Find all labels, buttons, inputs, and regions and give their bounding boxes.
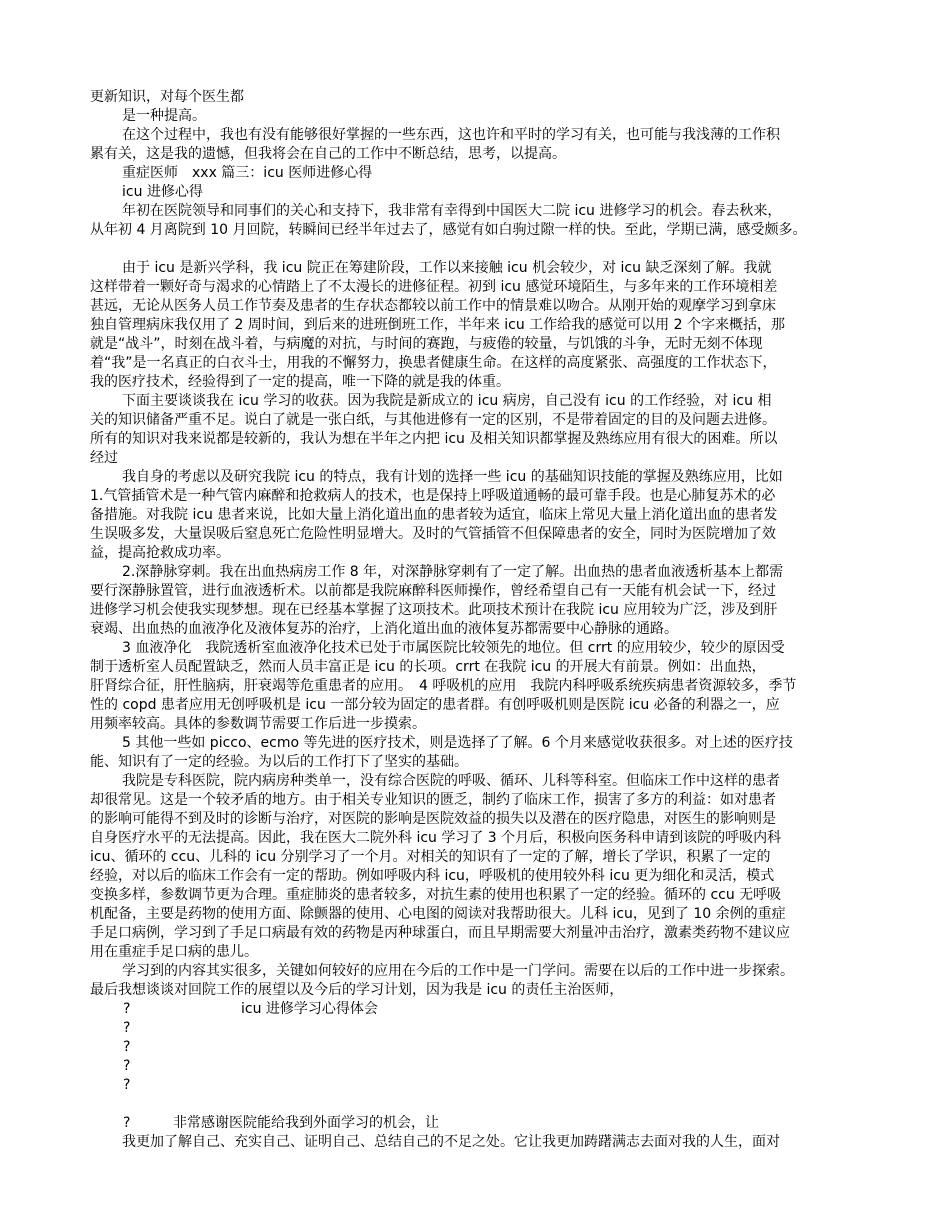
text-line: 生误吸多发，大量误吸后窒息死亡危险性明显增大。及时的气管插管不但保障患者的安全，同时为医院增加了效 <box>90 526 776 542</box>
text-line: 用频率较高。具体的参数调节需要工作后进一步摸索。 <box>90 716 426 732</box>
text-line: 用在重症手足口病的患儿。 <box>90 944 258 960</box>
text-line: 重症医师 xxx 篇三：icu 医师进修心得 <box>122 165 373 181</box>
text-line: 由于 icu 是新兴学科，我 icu 院正在筹建阶段，工作以来接触 icu 机会较少，对 icu 缺乏深刻了解。我就 <box>122 260 772 276</box>
question-mark: ? <box>123 1039 131 1055</box>
text-line: 累有关，这是我的遗憾，但我将会在自己的工作中不断总结，思考，以提高。 <box>90 146 566 162</box>
text-line: 机配备，主要是药物的使用方面、除颤器的使用、心电图的阅读对我帮助很大。儿科 icu，见到了 10 余例的重症 <box>90 906 786 922</box>
question-text: icu 进修学习心得体会 <box>241 1001 378 1017</box>
text-line: 肝肾综合征，肝性脑病，肝衰竭等危重患者的应用。 4 呼吸机的应用 我院内科呼吸系统疾病患者资源较多，季节 <box>90 678 797 694</box>
blank-line <box>90 1095 862 1114</box>
text-line: 在这个过程中，我也有没有能够很好掌握的一些东西，这也许和平时的学习有关，也可能与我浅薄的工作积 <box>122 127 780 143</box>
text-line: 要行深静脉置管，进行血液透析术。以前都是我院麻醉科医师操作，曾经希望自己有一天能有机会试一下，经过 <box>90 583 776 599</box>
text-line: 年初在医院领导和同事们的关心和支持下，我非常有幸得到中国医大二院 icu 进修学习的机会。春去秋来， <box>122 203 782 219</box>
text-line: 制于透析室人员配置缺乏，然而人员丰富正是 icu 的长项。crrt 在我院 icu 的开展大有前景。例如：出血热， <box>90 659 766 675</box>
text-line: icu、循环的 ccu、儿科的 icu 分别学习了一个月。对相关的知识有了一定的了解，增长了学识，积累了一定的 <box>90 849 771 865</box>
text-line: 从年初 4 月离院到 10 月回院，转瞬间已经半年过去了，感觉有如白驹过隙一样的快。至此，学期已满，感受颇多。 <box>90 222 807 238</box>
text-line: 甚远，无论从医务人员工作节奏及患者的生存状态都较以前工作中的情景难以吻合。从刚开始的观摩学习到拿床 <box>90 298 776 314</box>
document-page <box>90 88 862 1152</box>
text-line: 5 其他一些如 picco、ecmo 等先进的医疗技术，则是选择了了解。6 个月来感觉收获很多。对上述的医疗技 <box>122 735 793 751</box>
text-line: 的影响可能得不到及时的诊断与治疗，对医院的影响是医院效益的损失以及潜在的医疗隐患，对医生的影响则是 <box>90 811 776 827</box>
text-line: 经验，对以后的临床工作会有一定的帮助。例如呼吸内科 icu，呼吸机的使用较外科 icu 更为细化和灵活，模式 <box>90 868 775 884</box>
text-line: icu 进修心得 <box>122 184 203 200</box>
question-mark: ? <box>123 1058 131 1074</box>
text-line: 我自身的考虑以及研究我院 icu 的特点，我有计划的选择一些 icu 的基础知识技能的掌握及熟练应用，比如 <box>122 469 783 485</box>
text-line: 是一种提高。 <box>122 108 206 124</box>
text-line: 我的医疗技术，经验得到了一定的提高，唯一下降的就是我的体重。 <box>90 374 510 390</box>
question-text: 非常感谢医院能给我到外面学习的机会，让 <box>173 1115 439 1131</box>
text-line: 2.深静脉穿刺。我在出血热病房工作 8 年，对深静脉穿刺有了一定了解。出血热的患者血液透析基本上都需 <box>122 564 784 580</box>
text-line: 备措施。对我院 icu 患者来说，比如大量上消化道出血的患者较为适宜，临床上常见大量上消化道出血的患者发 <box>90 507 778 523</box>
text-line: 我更加了解自己、充实自己、证明自己、总结自己的不足之处。它让我更加踌躇满志去面对我的人生，面对 <box>122 1134 780 1150</box>
text-line: 关的知识储备严重不足。说白了就是一张白纸，与其他进修有一定的区别，不是带着固定的目的及问题去进修。 <box>90 412 776 428</box>
text-line: 衰竭、出血热的血液净化及液体复苏的治疗，上消化道出血的液体复苏都需要中心静脉的通路。 <box>90 621 678 637</box>
text-line: 却很常见。这是一个较矛盾的地方。由于相关专业知识的匮乏，制约了临床工作，损害了多方的利益：如对患者 <box>90 792 776 808</box>
text-line: 性的 copd 患者应用无创呼吸机是 icu 一部分较为固定的患者群。有创呼吸机则是医院 icu 必备的利器之一，应 <box>90 697 780 713</box>
text-line: 着“我”是一名真正的白衣斗士，用我的不懈努力，换患者健康生命。在这样的高度紧张、高强度的工作状态下， <box>90 355 777 371</box>
text-line: 下面主要谈谈我在 icu 学习的收获。因为我院是新成立的 icu 病房，自己没有 icu 的工作经验，对 icu 相 <box>122 393 772 409</box>
blank-line <box>90 240 862 259</box>
text-line: 益，提高抢救成功率。 <box>90 545 230 561</box>
text-line: 进修学习机会使我实现梦想。现在已经基本掌握了这项技术。此项技术预计在我院 icu 应用较为广泛，涉及到肝 <box>90 602 778 618</box>
text-line: 学习到的内容其实很多，关键如何较好的应用在今后的工作中是一门学问。需要在以后的工作中进一步探索。 <box>122 963 794 979</box>
text-line: 1.气管插管术是一种气管内麻醉和抢救病人的技术，也是保持上呼吸道通畅的最可靠手段。也是心肺复苏术的必 <box>90 488 776 504</box>
text-line: 3 血液净化 我院透析室血液净化技术已处于市属医院比较领先的地位。但 crrt 的应用较少，较少的原因受 <box>122 640 785 656</box>
text-line: 我院是专科医院，院内病房种类单一，没有综合医院的呼吸、循环、儿科等科室。但临床工作中这样的患者 <box>122 773 780 789</box>
text-line: 更新知识，对每个医生都 <box>90 89 244 105</box>
question-line <box>90 1114 862 1133</box>
question-line <box>90 1000 862 1019</box>
text-line: 就是“战斗”，时刻在战斗着，与病魔的对抗，与时间的赛跑，与疲倦的较量，与饥饿的斗争，无时无刻不体现 <box>90 336 763 352</box>
text-line: 这样带着一颗好奇与渴求的心情踏上了不太漫长的进修征程。初到 icu 感觉环境陌生，与多年来的工作环境相差 <box>90 279 778 295</box>
text-line: 能、知识有了一定的经验。为以后的工作打下了坚实的基础。 <box>90 754 468 770</box>
text-line: 经过 <box>90 450 118 466</box>
question-mark: ? <box>123 1020 131 1036</box>
question-mark: ? <box>123 1115 131 1131</box>
text-line: 手足口病例，学习到了手足口病最有效的药物是丙种球蛋白，而且早期需要大剂量冲击治疗，激素类药物不建议应 <box>90 925 790 941</box>
text-line: 所有的知识对我来说都是较新的，我认为想在半年之内把 icu 及相关知识都掌握及熟练应用有很大的困难。所以 <box>90 431 778 447</box>
text-line: 独自管理病床我仅用了 2 周时间，到后来的进班倒班工作，半年来 icu 工作给我的感觉可以用 2 个字来概括，那 <box>90 317 785 333</box>
text-line: 变换多样，参数调节更为合理。重症肺炎的患者较多，对抗生素的使用也积累了一定的经验。循环的 ccu 无呼吸 <box>90 887 782 903</box>
question-mark: ? <box>123 1001 131 1017</box>
text-line: 自身医疗水平的无法提高。因此，我在医大二院外科 icu 学习了 3 个月后，积极向医务科申请到该院的呼吸内科 <box>90 830 782 846</box>
text-line: 最后我想谈谈对回院工作的展望以及今后的学习计划，因为我是 icu 的责任主治医师， <box>90 982 624 998</box>
question-mark: ? <box>123 1077 131 1093</box>
